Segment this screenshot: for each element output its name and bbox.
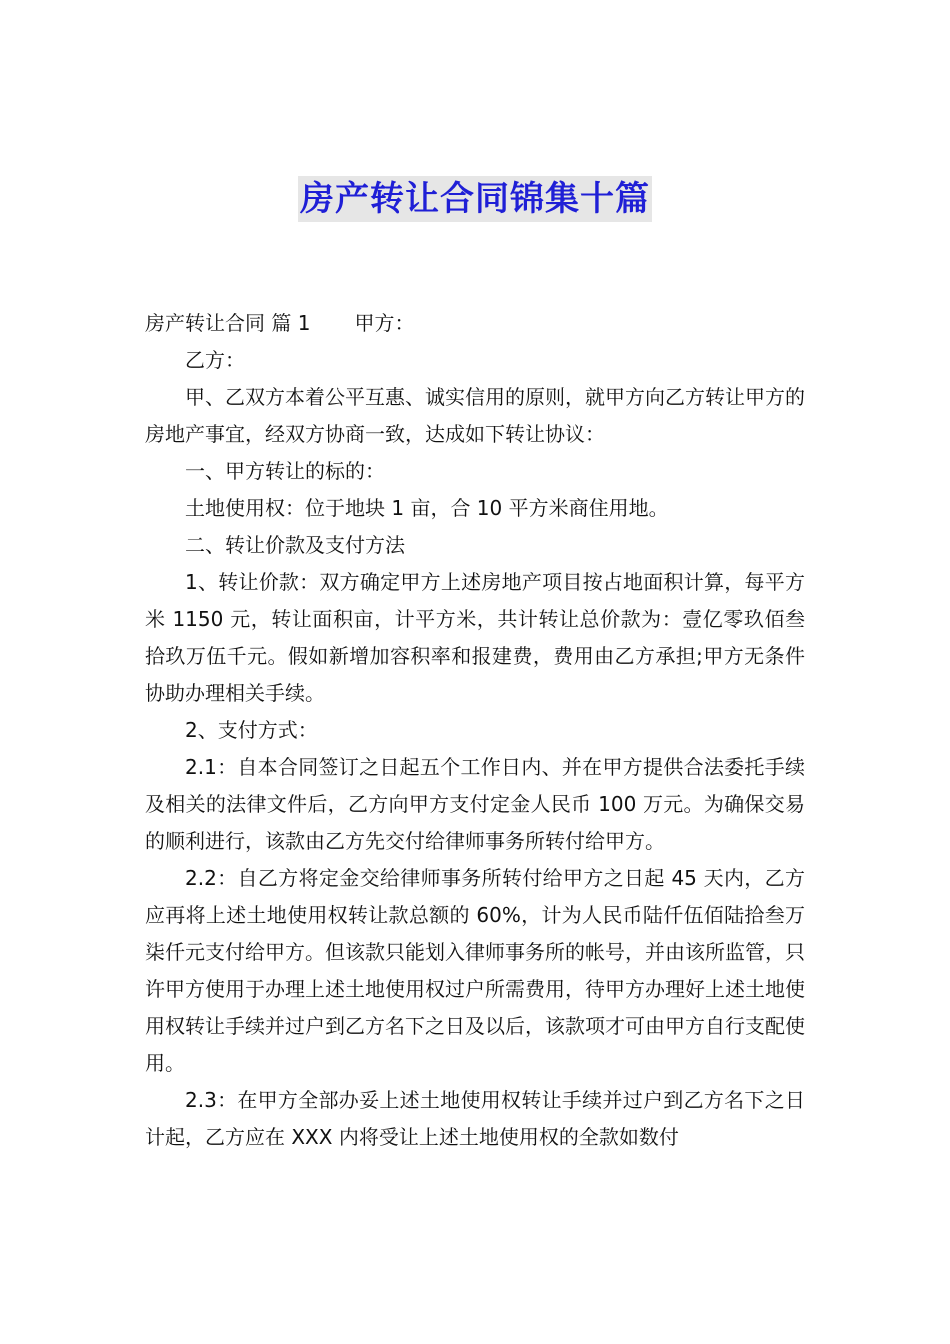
- paragraph: 2.3：在甲方全部办妥上述土地使用权转让手续并过户到乙方名下之日计起，乙方应在 XXX 内将受让上述土地使用权的全款如数付: [145, 1088, 805, 1149]
- paragraph: 2.1：自本合同签订之日起五个工作日内、并在甲方提供合法委托手续及相关的法律文件后，乙方向甲方支付定金人民币 100 万元。为确保交易的顺利进行，该款由乙方先交付给律师事务所转付给甲方。: [145, 755, 805, 853]
- paragraph: 2.2：自乙方将定金交给律师事务所转付给甲方之日起 45 天内，乙方应再将上述土地使用权转让款总额的 60%，计为人民币陆仟伍佰陆拾叁万柒仟元支付给甲方。但该款只能划入律师事务所的帐号，并由该所监管，只许甲方使用于办理上述土地使用权过户所需费用，待甲方办理好上述土地使用权转让手续并过户到乙方名下之日及以后，该款项才可由甲方自行支配使用。: [145, 866, 805, 1075]
- title-container: [0, 176, 950, 222]
- paragraph: 1、转让价款：双方确定甲方上述房地产项目按占地面积计算，每平方米 1150 元，转让面积亩，计平方米，共计转让总价款为：壹亿零玖佰叁拾玖万伍千元。假如新增加容积率和报建费，费用由乙方承担;甲方无条件协助办理相关手续。: [145, 570, 805, 705]
- contract-heading: 房产转让合同 篇 1: [145, 311, 311, 335]
- paragraph: 乙方：: [185, 348, 245, 372]
- paragraph: 二、转让价款及支付方法: [185, 533, 405, 557]
- document-body: [145, 305, 805, 1156]
- paragraph: 土地使用权：位于地块 1 亩，合 10 平方米商住用地。: [185, 496, 669, 520]
- paragraph: 2、支付方式：: [185, 718, 318, 742]
- contract-heading-line: [145, 305, 805, 342]
- paragraph: 一、甲方转让的标的：: [185, 459, 385, 483]
- document-title: 房产转让合同锦集十篇: [298, 176, 652, 222]
- paragraph: 甲、乙双方本着公平互惠、诚实信用的原则，就甲方向乙方转让甲方的房地产事宜，经双方协商一致，达成如下转让协议：: [145, 385, 805, 446]
- party-a-label: 甲方：: [354, 311, 415, 335]
